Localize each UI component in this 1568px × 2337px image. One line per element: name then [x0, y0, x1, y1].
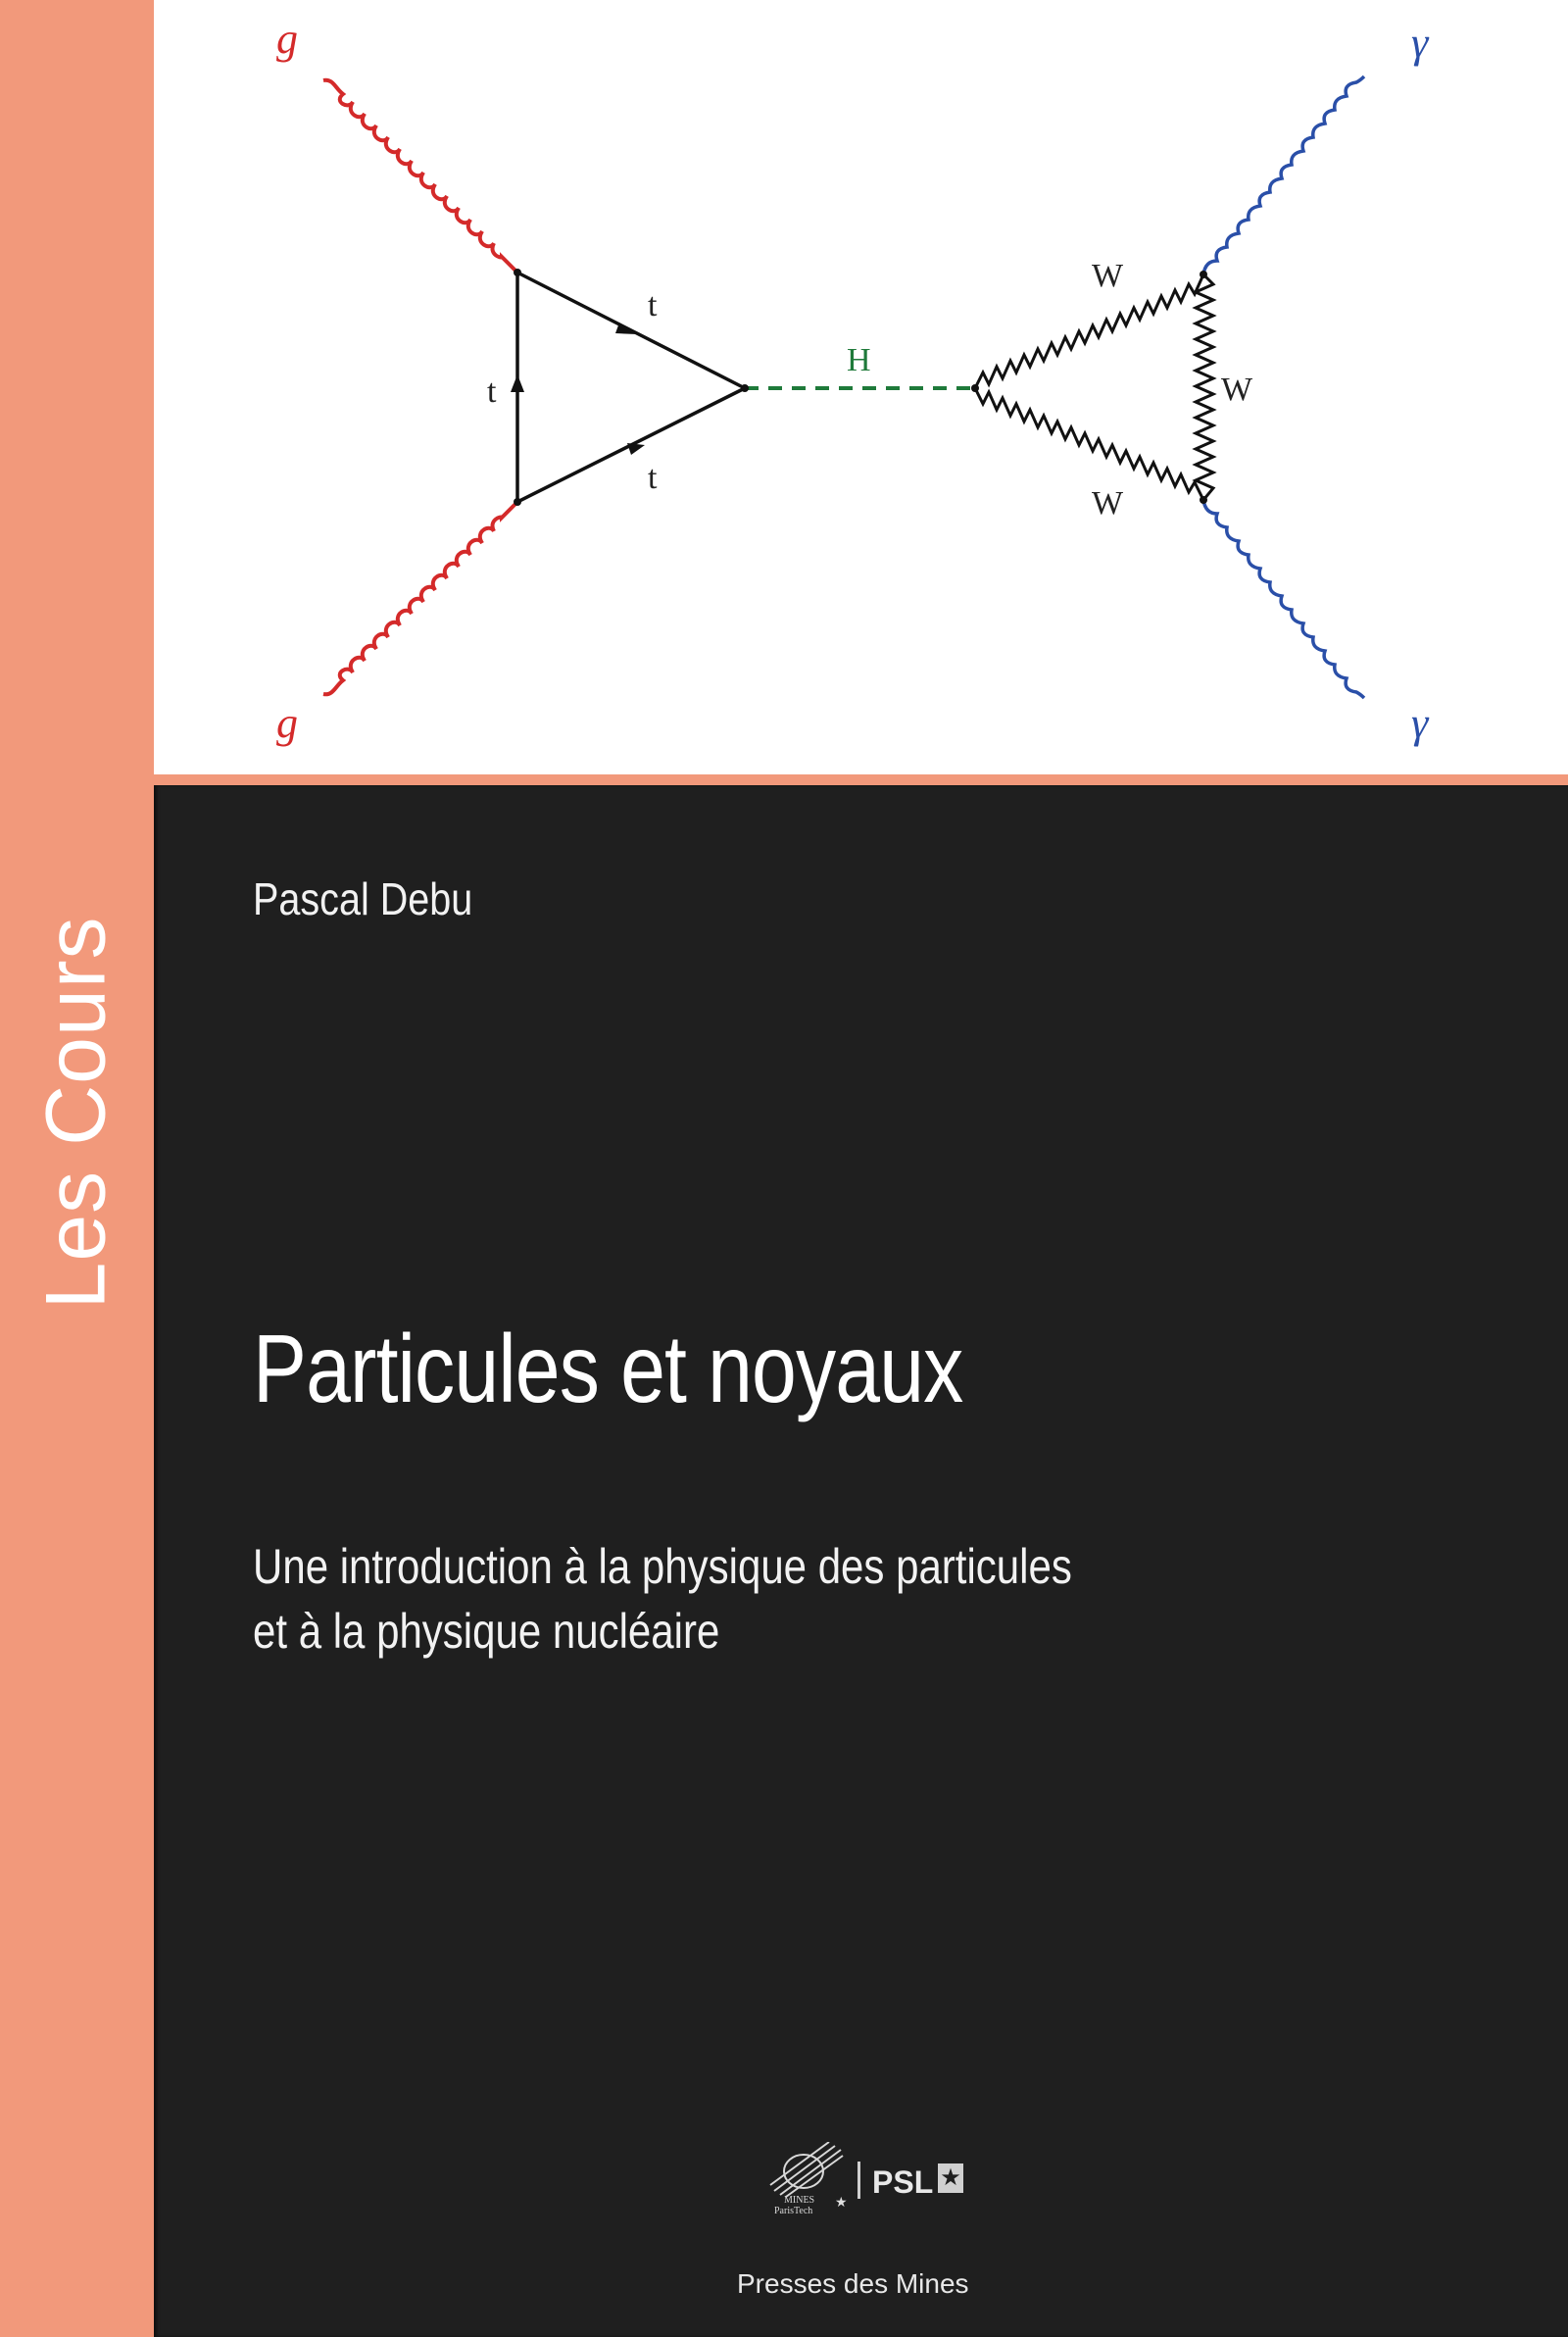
logo-separator: [858, 2162, 860, 2199]
photon-top-line: [1203, 76, 1364, 274]
gluon-top-line: [323, 80, 517, 273]
feynman-diagram: [0, 0, 1568, 774]
series-label: Les Cours: [28, 916, 123, 1310]
label-w-right: W: [1221, 372, 1253, 408]
gluon-bottom-line: [323, 502, 517, 694]
label-w-lower: W: [1092, 485, 1124, 522]
feynman-diagram-panel: [154, 0, 1568, 774]
book-title: Particules et noyaux: [253, 1315, 963, 1422]
label-gluon-bottom: g: [276, 699, 298, 747]
psl-star-icon: ★: [938, 2163, 963, 2193]
label-top-upper: t: [648, 287, 658, 323]
photon-bottom-line: [1203, 500, 1364, 698]
fermion-arrows: [511, 323, 645, 455]
subtitle-line-1: Une introduction à la physique des particules: [253, 1539, 1072, 1594]
book-subtitle: [253, 1534, 1072, 1664]
psl-logo-text: PSL: [872, 2164, 934, 2200]
label-photon-top: γ: [1411, 19, 1429, 67]
mines-star-icon: ★: [835, 2194, 848, 2210]
label-higgs: H: [847, 342, 871, 378]
vertices: [514, 269, 1207, 506]
label-gluon-top: g: [276, 15, 298, 63]
top-loop: [517, 273, 745, 502]
label-top-left: t: [487, 373, 497, 410]
label-top-lower: t: [648, 460, 658, 496]
label-w-upper: W: [1092, 258, 1124, 294]
label-photon-bottom: γ: [1411, 699, 1429, 747]
w-loop: [975, 274, 1213, 500]
mines-text: MINES: [784, 2195, 815, 2206]
panel-divider: [154, 774, 1568, 785]
publisher-name: Presses des Mines: [737, 2268, 969, 2299]
paristech-text: ParisTech: [774, 2206, 813, 2216]
subtitle-line-2: et à la physique nucléaire: [253, 1604, 720, 1659]
author-name: Pascal Debu: [253, 873, 473, 924]
